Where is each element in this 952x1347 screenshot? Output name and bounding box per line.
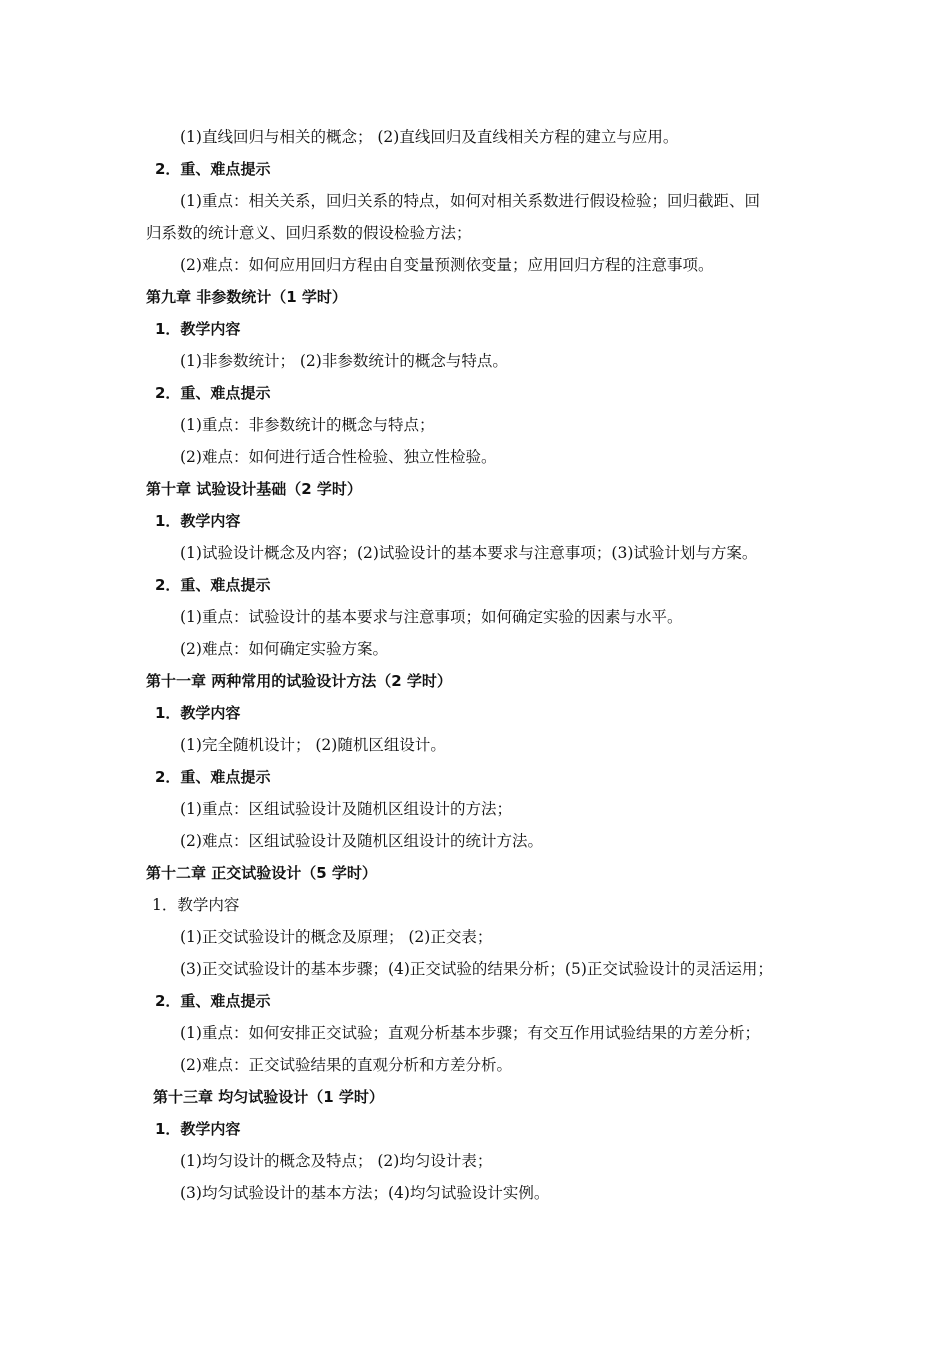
text-line: (2)难点：如何进行适合性检验、独立性检验。: [180, 448, 497, 466]
text-line: (1)试验设计概念及内容；(2)试验设计的基本要求与注意事项；(3)试验计划与方案。: [180, 544, 758, 562]
chapter-heading: 第十章 试验设计基础（2 学时）: [146, 480, 362, 498]
text-line: (2)难点：区组试验设计及随机区组设计的统计方法。: [180, 832, 543, 850]
text-line: (1)直线回归与相关的概念； (2)直线回归及直线相关方程的建立与应用。: [180, 128, 679, 146]
chapter-heading: 第十一章 两种常用的试验设计方法（2 学时）: [146, 672, 452, 690]
section-heading: 1．教学内容: [152, 896, 240, 914]
text-line: (2)难点：正交试验结果的直观分析和方差分析。: [180, 1056, 512, 1074]
section-heading: 2．重、难点提示: [155, 768, 271, 786]
section-heading: 1．教学内容: [155, 512, 241, 530]
text-line: (1)完全随机设计； (2)随机区组设计。: [180, 736, 446, 754]
text-line: (1)重点：区组试验设计及随机区组设计的方法；: [180, 800, 512, 818]
text-line: (1)均匀设计的概念及特点； (2)均匀设计表；: [180, 1152, 493, 1170]
text-line: (1)重点：相关关系，回归关系的特点，如何对相关系数进行假设检验；回归截距、回: [180, 192, 760, 210]
text-line: 归系数的统计意义、回归系数的假设检验方法；: [146, 224, 472, 242]
section-heading: 1．教学内容: [155, 1120, 241, 1138]
section-heading: 1．教学内容: [155, 704, 241, 722]
chapter-heading: 第十三章 均匀试验设计（1 学时）: [153, 1088, 384, 1106]
text-line: (1)重点：如何安排正交试验；直观分析基本步骤；有交互作用试验结果的方差分析；: [180, 1024, 760, 1042]
section-heading: 2．重、难点提示: [155, 576, 271, 594]
text-line: (1)非参数统计； (2)非参数统计的概念与特点。: [180, 352, 508, 370]
text-line: (3)均匀试验设计的基本方法；(4)均匀试验设计实例。: [180, 1184, 550, 1202]
chapter-heading: 第九章 非参数统计（1 学时）: [146, 288, 347, 306]
section-heading: 2．重、难点提示: [155, 384, 271, 402]
text-line: (2)难点：如何应用回归方程由自变量预测依变量；应用回归方程的注意事项。: [180, 256, 714, 274]
chapter-heading: 第十二章 正交试验设计（5 学时）: [146, 864, 377, 882]
text-line: (1)正交试验设计的概念及原理； (2)正交表；: [180, 928, 493, 946]
text-line: (2)难点：如何确定实验方案。: [180, 640, 388, 658]
text-line: (1)重点：试验设计的基本要求与注意事项；如何确定实验的因素与水平。: [180, 608, 683, 626]
section-heading: 2．重、难点提示: [155, 160, 271, 178]
text-line: (3)正交试验设计的基本步骤；(4)正交试验的结果分析；(5)正交试验设计的灵活运用；: [180, 960, 773, 978]
section-heading: 2．重、难点提示: [155, 992, 271, 1010]
text-line: (1)重点：非参数统计的概念与特点；: [180, 416, 435, 434]
section-heading: 1．教学内容: [155, 320, 241, 338]
